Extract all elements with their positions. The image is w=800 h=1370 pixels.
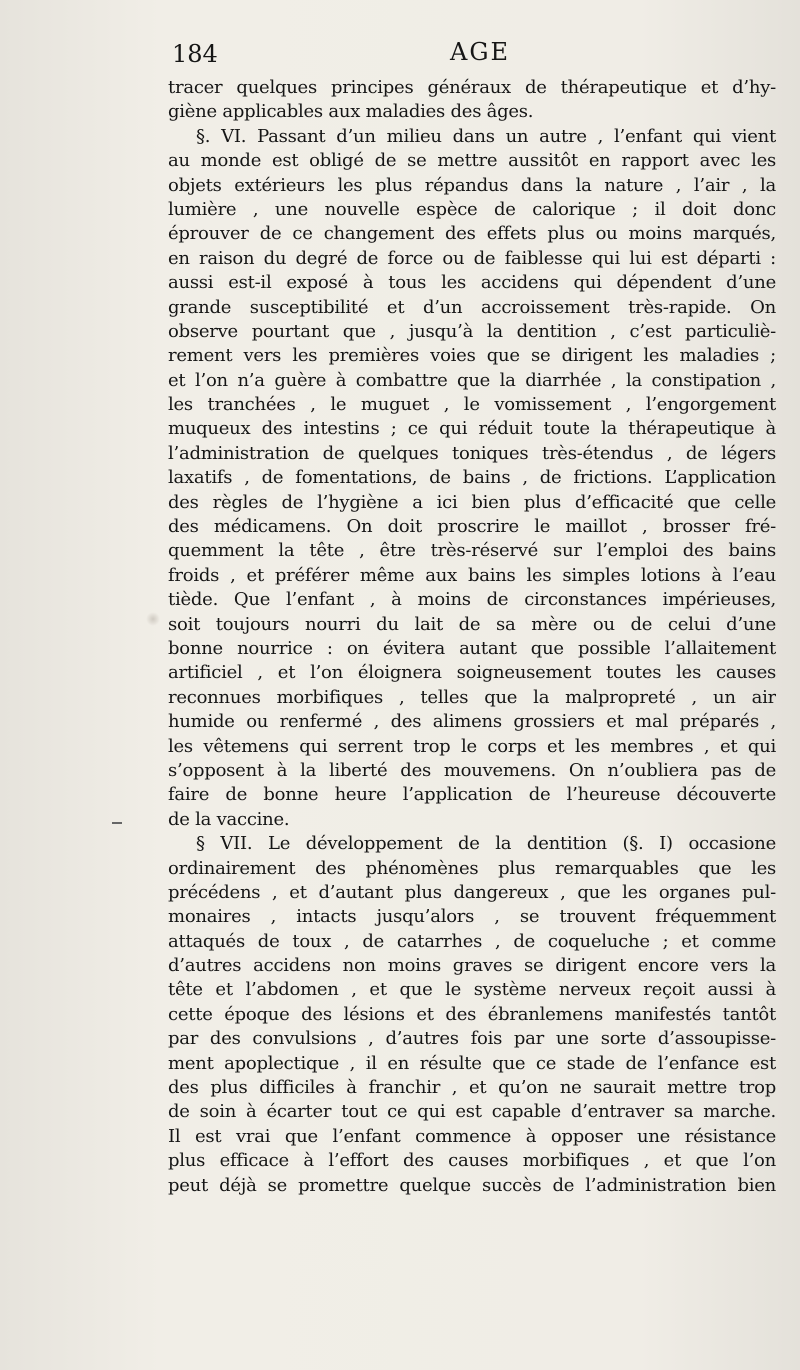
text-line: éprouver de ce changement des effets plus ou moins marqués, [168, 223, 776, 245]
text-line: giène applicables aux maladies des âges. [168, 101, 534, 123]
text-line: tracer quelques principes généraux de thérapeutique et d’hy- [168, 77, 776, 98]
text-line: de la vaccine. [168, 808, 290, 830]
text-line: aussi est-il exposé à tous les accidens qui dépendent d’une [168, 272, 776, 294]
text-line: plus efficace à l’effort des causes morbifiques , et que l’on [168, 1150, 776, 1172]
text-line: § VII. Le développement de la dentition (§. I) occasione [196, 833, 776, 855]
text-line: par des convulsions , d’autres fois par une sorte d’assoupisse- [168, 1028, 776, 1050]
text-line: des médicamens. On doit proscrire le maillot , brosser fré- [168, 516, 776, 538]
text-line: artificiel , et l’on éloignera soigneusement toutes les causes [168, 662, 776, 684]
text-line: cette époque des lésions et des ébranlemens manifestés tantôt [168, 1003, 776, 1025]
text-line: de soin à écarter tout ce qui est capable d’entraver sa marche. [168, 1101, 776, 1123]
page-number: 184 [172, 40, 218, 68]
margin-mark [112, 822, 122, 824]
text-line: soit toujours nourri du lait de sa mère ou de celui d’une [168, 613, 776, 635]
text-line: précédens , et d’autant plus dangereux , que les organes pul- [168, 881, 776, 903]
text-line: les vêtemens qui serrent trop le corps et les membres , et qui [168, 735, 776, 757]
text-line: attaqués de toux , de catarrhes , de coqueluche ; et comme [168, 930, 776, 952]
text-line: l’administration de quelques toniques très-étendus , de légers [168, 442, 776, 464]
text-line: muqueux des intestins ; ce qui réduit toute la thérapeutique à [168, 418, 776, 440]
text-line: les tranchées , le muguet , le vomissement , l’engorgement [168, 394, 776, 416]
text-line: ment apoplectique , il en résulte que ce stade de l’enfance est [168, 1052, 776, 1074]
text-line: s’opposent à la liberté des mouvemens. On n’oubliera pas de [168, 759, 776, 781]
text-line: tête et l’abdomen , et que le système nerveux reçoit aussi à [168, 979, 776, 1001]
text-line: objets extérieurs les plus répandus dans la nature , l’air , la [168, 174, 776, 196]
text-line: reconnues morbifiques , telles que la malpropreté , un air [168, 686, 776, 708]
text-line: ordinairement des phénomènes plus remarquables que les [168, 857, 776, 879]
page-header [172, 38, 780, 72]
text-line: monaires , intacts jusqu’alors , se trouvent fréquemment [168, 906, 776, 928]
text-line: des plus difficiles à franchir , et qu’on ne saurait mettre trop [168, 1077, 776, 1099]
text-line: en raison du degré de force ou de faiblesse qui lui est départi : [168, 247, 776, 269]
text-line: §. VI. Passant d’un milieu dans un autre , l’enfant qui vient [196, 125, 776, 147]
text-line: froids , et préférer même aux bains les simples lotions à l’eau [168, 564, 776, 586]
text-line: rement vers les premières voies que se dirigent les maladies ; [168, 345, 776, 367]
running-head: AGE [450, 38, 511, 66]
text-line: au monde est obligé de se mettre aussitôt en rapport avec les [168, 150, 776, 172]
body-text [168, 76, 776, 1198]
text-line: tiède. Que l’enfant , à moins de circonstances impérieuses, [168, 589, 776, 611]
text-line: et l’on n’a guère à combattre que la diarrhée , la constipation , [168, 369, 776, 391]
text-line: quemment la tête , être très-réservé sur l’emploi des bains [168, 540, 776, 562]
text-line: bonne nourrice : on évitera autant que possible l’allaitement [168, 637, 776, 659]
text-line: peut déjà se promettre quelque succès de l’administration bien [168, 1174, 776, 1196]
text-line: des règles de l’hygiène a ici bien plus d’efficacité que celle [168, 491, 776, 513]
text-line: lumière , une nouvelle espèce de calorique ; il doit donc [168, 198, 776, 220]
text-line: Il est vrai que l’enfant commence à opposer une résistance [168, 1125, 776, 1147]
text-line: laxatifs , de fomentations, de bains , de frictions. L’application [168, 467, 776, 489]
text-line: grande susceptibilité et d’un accroissement très-rapide. On [168, 296, 776, 318]
text-line: observe pourtant que , jusqu’à la dentition , c’est particuliè- [168, 320, 776, 342]
text-line: d’autres accidens non moins graves se dirigent encore vers la [168, 955, 776, 977]
text-line: faire de bonne heure l’application de l’heureuse découverte [168, 784, 776, 806]
paper-stain [146, 612, 160, 626]
text-line: humide ou renfermé , des alimens grossiers et mal préparés , [168, 711, 776, 733]
